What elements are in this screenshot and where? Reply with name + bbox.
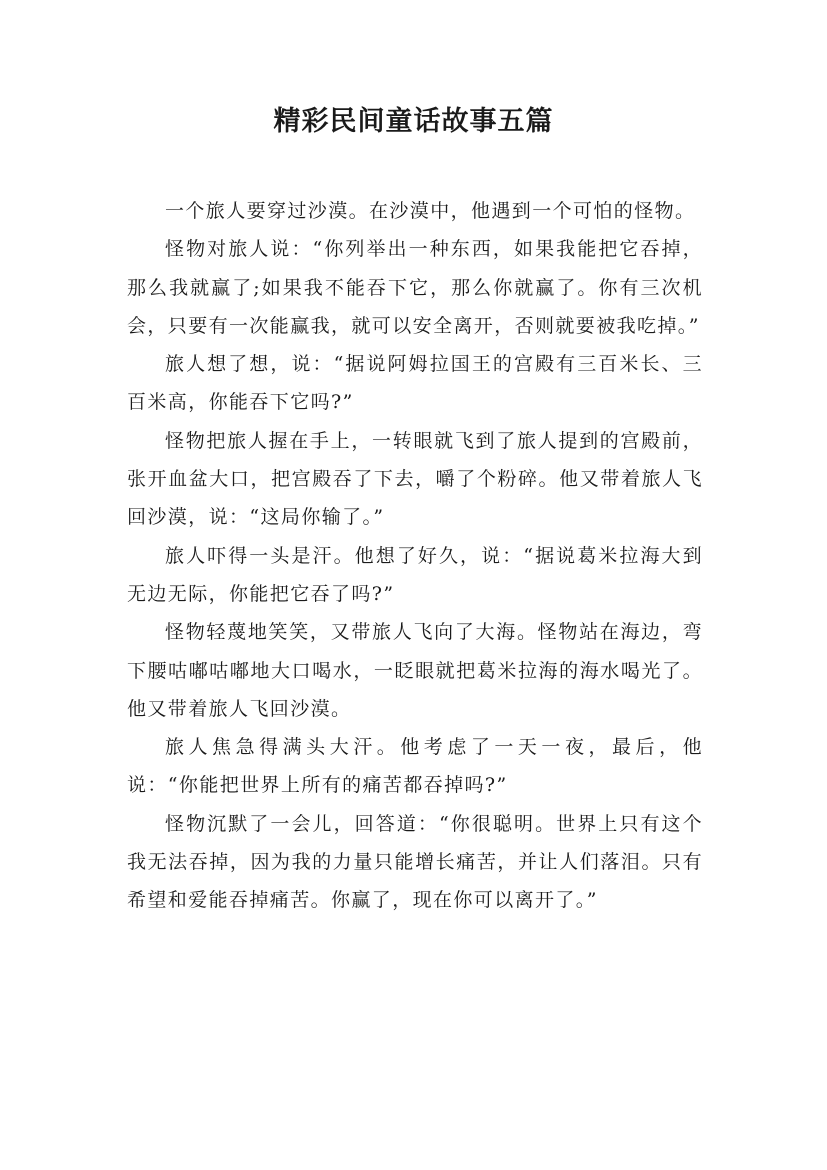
document-title: 精彩民间童话故事五篇: [273, 106, 554, 137]
paragraph: 旅人焦急得满头大汗。他考虑了一天一夜，最后，他说：“你能把世界上所有的痛苦都吞掉吗?”: [127, 736, 703, 797]
paragraph: 怪物轻蔑地笑笑，又带旅人飞向了大海。怪物站在海边，弯下腰咕嘟咕嘟地大口喝水，一眨眼就把葛米拉海的海水喝光了。他又带着旅人飞回沙漠。: [127, 621, 703, 720]
paragraph: 怪物把旅人握在手上，一转眼就飞到了旅人提到的宫殿前，张开血盆大口，把宫殿吞了下去，嚼了个粉碎。他又带着旅人飞回沙漠，说：“这局你输了。”: [127, 429, 703, 529]
paragraph: 怪物沉默了一会儿，回答道：“你很聪明。世界上只有这个我无法吞掉，因为我的力量只能增长痛苦，并让人们落泪。只有希望和爱能吞掉痛苦。你赢了，现在你可以离开了。”: [127, 812, 703, 912]
paragraph: 怪物对旅人说：“你列举出一种东西，如果我能把它吞掉，那么我就赢了;如果我不能吞下它，那么你就赢了。你有三次机会，只要有一次能赢我，就可以安全离开，否则就要被我吃掉。”: [127, 238, 703, 337]
paragraph: 旅人吓得一头是汗。他想了好久，说：“据说葛米拉海大到无边无际，你能把它吞了吗?”: [127, 544, 703, 605]
document-body: [127, 192, 703, 920]
paragraph: 一个旅人要穿过沙漠。在沙漠中，他遇到一个可怕的怪物。: [165, 200, 696, 222]
paragraph: 旅人想了想，说：“据说阿姆拉国王的宫殿有三百米长、三百米高，你能吞下它吗?”: [127, 353, 703, 414]
